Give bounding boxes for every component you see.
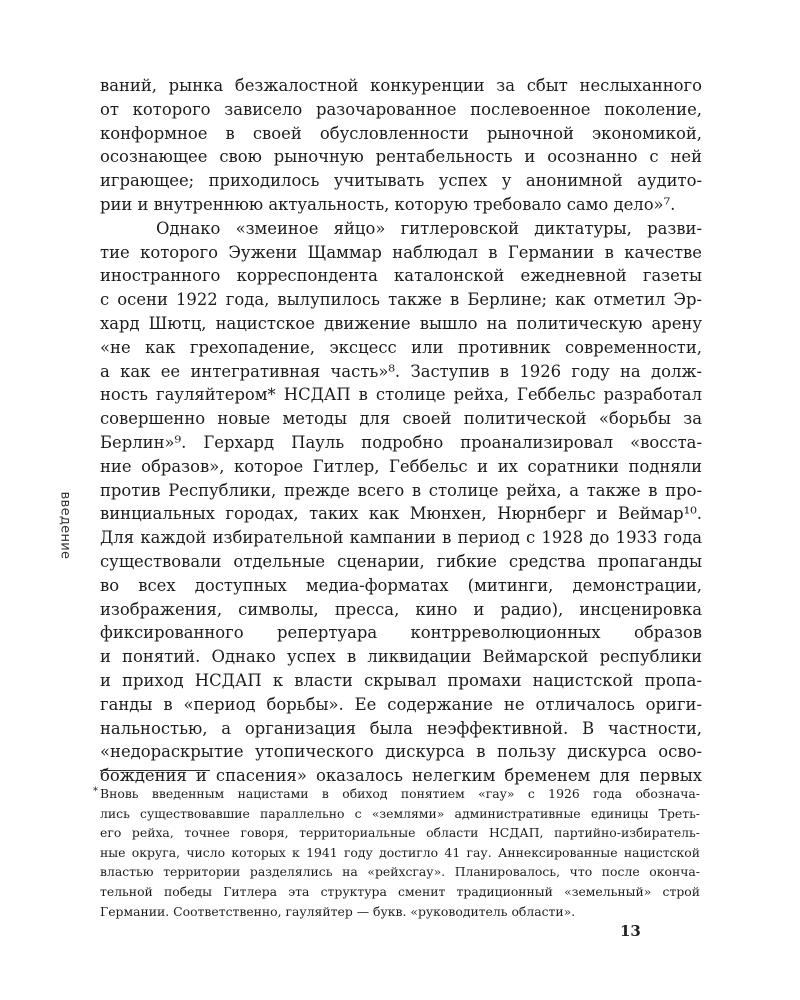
footnote-line: Германии. Соответственно, гауляйтер — букв. «руководитель области».: [100, 903, 576, 919]
footnote-line: тельной победы Гитлера эта структура сменит традиционный «земельный» строй: [100, 883, 700, 899]
text-line: тие которого Эужени Щаммар наблюдал в Германии в качестве: [100, 242, 702, 262]
text-line: во всех доступных медиа-форматах (митинги, демонстрации,: [100, 575, 702, 595]
text-line: ние образов», которое Гитлер, Геббельс и их соратники подняли: [100, 456, 702, 476]
text-line: против Республики, прежде всего в столице рейха, а также в про-: [100, 480, 702, 500]
footnote-line: его рейха, точнее говоря, территориальные области НСДАП, партийно-избиратель-: [100, 825, 700, 841]
text-line: а как ее интегративная часть»⁸. Заступив в 1926 году на долж-: [100, 361, 702, 381]
text-line: Для каждой избирательной кампании в период с 1928 до 1933 года: [100, 528, 702, 548]
footnote-marker: *: [93, 786, 98, 797]
footnote-line: властью территории разделялись на «рейхсгау». Планировалось, что после оконча-: [100, 864, 700, 880]
text-line: изображения, символы, пресса, кино и радио), инсценировка: [100, 599, 702, 619]
footnote-divider: [100, 770, 210, 771]
text-line: нальностью, а организация была неэффективной. В частности,: [100, 718, 702, 738]
text-line: Однако «змеиное яйцо» гитлеровской диктатуры, разви-: [156, 218, 702, 238]
running-section-label: [50, 491, 80, 559]
text-line: винциальных городах, таких как Мюнхен, Нюрнберг и Веймар¹⁰.: [100, 504, 702, 524]
text-line: играющее; приходилось учитывать успех у анонимной аудито-: [100, 171, 702, 191]
text-line: бождения и спасения» оказалось нелегким бременем для первых: [100, 766, 702, 786]
main-text: [100, 74, 702, 788]
section-label-text: введение: [57, 491, 73, 559]
text-line: с осени 1922 года, вылупилось также в Берлине; как отметил Эр-: [100, 290, 702, 310]
text-line: и понятий. Однако успех в ликвидации Веймарской республики: [100, 647, 702, 667]
page-number: 13: [620, 922, 641, 940]
footnote: [100, 784, 700, 921]
text-line: и приход НСДАП к власти скрывал промахи нацистской пропа-: [100, 670, 702, 690]
text-line: ность гауляйтером* НСДАП в столице рейха, Геббельс разработал: [100, 385, 702, 405]
text-line: фиксированного репертуара контрреволюционных образов: [100, 623, 702, 643]
text-line: существовали отдельные сценарии, гибкие средства пропаганды: [100, 551, 702, 571]
text-line: хард Шютц, нацистское движение вышло на политическую арену: [100, 313, 702, 333]
text-line: осознающее свою рыночную рентабельность и осознанно с ней: [100, 147, 702, 167]
text-line: от которого зависело разочарованное послевоенное поколение,: [100, 99, 702, 119]
footnote-line: лись существовавшие параллельно с «землями» административные единицы Треть-: [100, 805, 700, 821]
text-line: совершенно новые методы для своей политической «борьбы за: [100, 409, 702, 429]
text-line: «недораскрытие утопического дискурса в пользу дискурса осво-: [100, 742, 702, 762]
text-line: «не как грехопадение, эксцесс или противник современности,: [100, 337, 702, 357]
footnote-line: Вновь введенным нацистами в обиход понятием «гау» с 1926 года обознача-: [100, 786, 700, 801]
text-line: ганды в «период борьбы». Ее содержание не отличалось ориги-: [100, 694, 702, 714]
text-line: ваний, рынка безжалостной конкуренции за сбыт неслыханного: [100, 76, 702, 95]
text-line: рии и внутреннюю актуальность, которую требовало само дело»⁷.: [100, 194, 676, 214]
footnote-line: ные округа, число которых к 1941 году достигло 41 гау. Аннексированные нацистской: [100, 844, 700, 860]
text-line: иностранного корреспондента каталонской ежедневной газеты: [100, 266, 702, 286]
text-line: Берлин»⁹. Герхард Пауль подробно проанализировал «восста-: [100, 432, 702, 452]
text-line: конформное в своей обусловленности рыночной экономикой,: [100, 123, 702, 143]
